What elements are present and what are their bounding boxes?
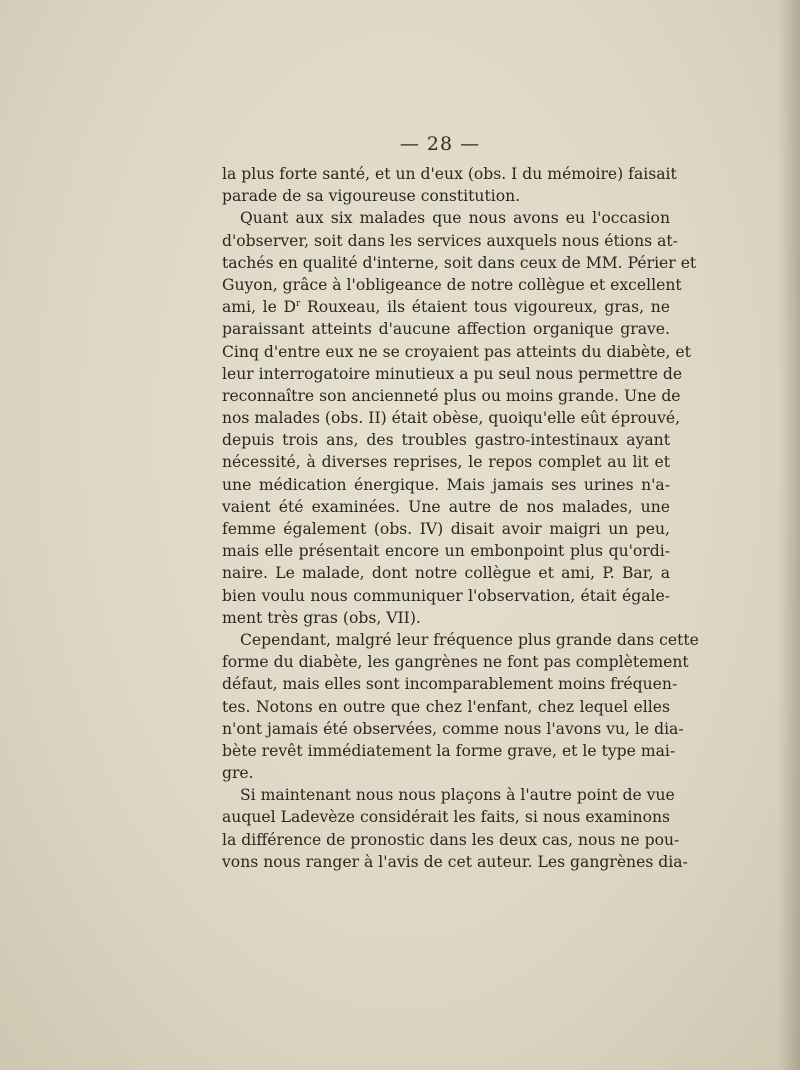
text-line: forme du diabète, les gangrènes ne font pas complètement xyxy=(222,653,689,672)
text-line: ami, le $D^r$ Rouxeau, ils étaient tous vigoureux, gras, ne xyxy=(222,298,670,317)
text-line: n'ont jamais été observées, comme nous l'avons vu, le dia- xyxy=(222,719,684,738)
text-line: la différence de pronostic dans les deux cas, nous ne pou- xyxy=(222,830,680,849)
body-text xyxy=(222,163,699,873)
text-line: mais elle présentait encore un embonpoint plus qu'ordi- xyxy=(222,542,670,561)
text-line: une médication énergique. Mais jamais ses urines n'a- xyxy=(222,475,670,494)
text-line: tachés en qualité d'interne, soit dans ceux de MM. Périer et xyxy=(222,253,697,272)
text-line: Quant aux six malades que nous avons eu l'occasion xyxy=(240,209,670,228)
text-line: bète revêt immédiatement la forme grave, et le type mai- xyxy=(222,741,676,760)
text-line: Guyon, grâce à l'obligeance de notre collègue et excellent xyxy=(222,275,682,294)
text-line: femme également (obs. IV) disait avoir maigri un peu, xyxy=(222,520,670,538)
text-line: gre. xyxy=(222,764,254,783)
superscript: r xyxy=(296,299,301,310)
text-line: depuis trois ans, des troubles gastro-intestinaux ayant xyxy=(222,431,670,450)
text-line: parade de sa vigoureuse constitution. xyxy=(222,187,521,206)
text-line: défaut, mais elles sont incomparablement moins fréquen- xyxy=(222,675,678,694)
text-line: la plus forte santé, et un d'eux (obs. I du mémoire) faisait xyxy=(222,165,677,183)
text-line: Si maintenant nous nous plaçons à l'autre point de vue xyxy=(240,786,675,805)
text-line: vaient été examinées. Une autre de nos malades, une xyxy=(222,497,670,516)
text-line: reconnaître son ancienneté plus ou moins grande. Une de xyxy=(222,386,681,405)
page-edge-shadow xyxy=(778,0,800,1070)
text-line: vons nous ranger à l'avis de cet auteur. Les gangrènes dia- xyxy=(222,852,688,871)
page-number: — 28 — xyxy=(399,133,481,155)
text-line: naire. Le malade, dont notre collègue et ami, P. Bar, a xyxy=(222,564,670,583)
text-line: paraissant atteints d'aucune affection organique grave. xyxy=(222,320,670,339)
text-line: leur interrogatoire minutieux a pu seul nous permettre de xyxy=(222,364,683,383)
text-line: Cinq d'entre eux ne se croyaient pas atteints du diabète, et xyxy=(222,342,691,361)
text-line: Cependant, malgré leur fréquence plus grande dans cette xyxy=(240,630,699,649)
text-line: tes. Notons en outre que chez l'enfant, chez lequel elles xyxy=(222,697,670,716)
text-line: d'observer, soit dans les services auxquels nous étions at- xyxy=(222,231,678,250)
text-line: ment très gras (obs, VII). xyxy=(222,608,421,627)
text-line: nécessité, à diverses reprises, le repos complet au lit et xyxy=(222,453,670,472)
text-line: auquel Ladevèze considérait les faits, si nous examinons xyxy=(222,808,670,827)
text-line: bien voulu nous communiquer l'observation, était égale- xyxy=(222,586,670,605)
text-line: nos malades (obs. II) était obèse, quoiqu'elle eût éprouvé, xyxy=(222,409,681,428)
